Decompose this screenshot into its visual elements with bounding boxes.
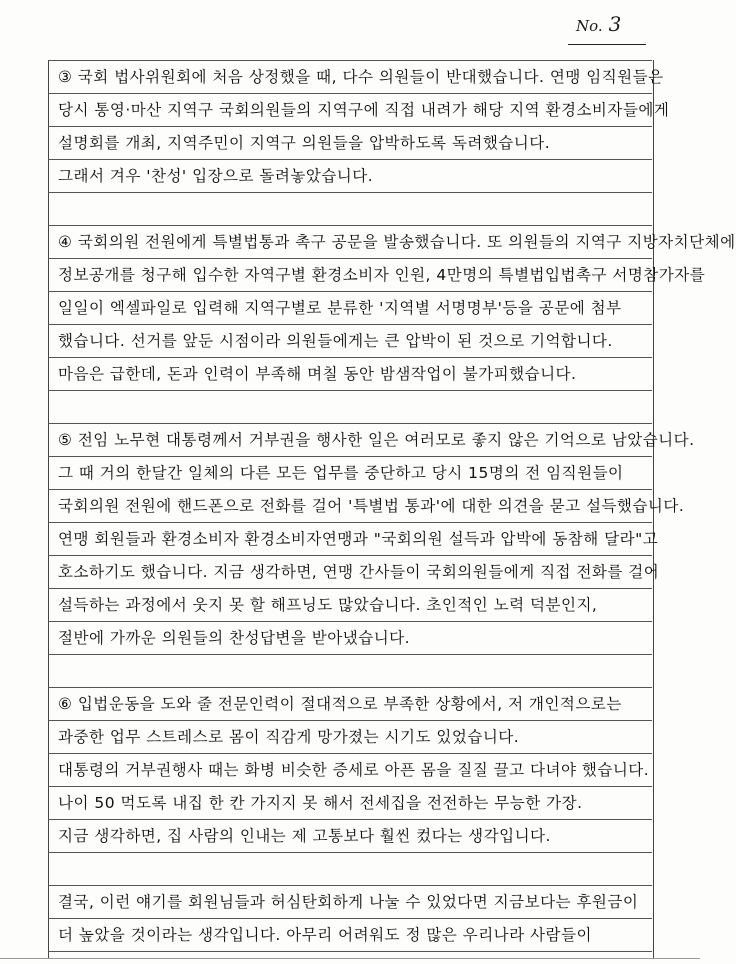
text-line: ④ 국회의원 전원에게 특별법통과 촉구 공문을 발송했습니다. 또 의원들의 지역구 지방자치단체에: [58, 233, 736, 251]
ruled-line: [48, 885, 652, 886]
ruled-line: [48, 390, 652, 391]
text-line: 결국, 이런 얘기를 회원님들과 허심탄회하게 나눌 수 있었다면 지금보다는 후원금이: [58, 893, 639, 911]
text-line: [58, 657, 646, 685]
text-line: ③ 국회 법사위원회에 처음 상정했을 때, 다수 의원들이 반대했습니다. 연맹 임직원들은: [58, 68, 664, 86]
text-line: 일일이 엑셀파일로 입력해 지역구별로 분류한 '지역별 서명명부'등을 공문에 첨부: [58, 299, 622, 317]
ruled-line: [48, 687, 652, 688]
ruled-line: [48, 522, 652, 523]
text-line: 지금 생각하면, 집 사람의 인내는 제 고통보다 훨씬 컸다는 생각입니다.: [58, 827, 551, 845]
text-line: 절반에 가까운 의원들의 찬성답변을 받아냈습니다.: [58, 629, 411, 647]
ruled-line: [48, 918, 652, 919]
text-line: [58, 393, 646, 421]
ruled-line: [48, 654, 652, 655]
ruled-line: [48, 753, 652, 754]
text-line: 설득하는 과정에서 웃지 못 할 해프닝도 많았습니다. 초인적인 노력 덕분인지,: [58, 596, 598, 614]
text-line: 마음은 급한데, 돈과 인력이 부족해 며칠 동안 밤샘작업이 불가피했습니다.: [58, 365, 577, 383]
ruled-line: [48, 258, 652, 259]
ruled-line: [48, 621, 652, 622]
page-bottom-edge: [0, 958, 700, 959]
text-line: ⑤ 전임 노무현 대통령께서 거부권을 행사한 일은 여러모로 좋지 않은 기억으로 남았습니다.: [58, 431, 695, 449]
text-line: 더 높았을 것이라는 생각입니다. 아무리 어려워도 정 많은 우리나라 사람들이: [58, 926, 592, 944]
text-line: 국회의원 전원에 핸드폰으로 전화를 걸어 '특별법 통과'에 대한 의견을 묻고 설득했습니다.: [58, 497, 685, 515]
text-line: 당시 통영·마산 지역구 국회의원들의 지역구에 직접 내려가 해당 지역 환경소비자들에게: [58, 101, 670, 119]
ruled-line: [48, 951, 652, 952]
ruled-line: [48, 60, 652, 61]
ruled-line: [48, 786, 652, 787]
text-line: 과중한 업무 스트레스로 몸이 직감게 망가졌는 시기도 있었습니다.: [58, 728, 520, 746]
ruled-line: [48, 456, 652, 457]
text-line: 연맹 회원들과 환경소비자 환경소비자연맹과 "국회의원 설득과 압박에 동참해 달라"고: [58, 530, 659, 548]
ruled-line: [48, 192, 652, 193]
ruled-line: [48, 720, 652, 721]
text-line: 설명회를 개최, 지역주민이 지역구 의원들을 압박하도록 독려했습니다.: [58, 134, 551, 152]
ruled-line: [48, 555, 652, 556]
ruled-line: [48, 225, 652, 226]
page-number-value: 3: [608, 12, 622, 36]
ruled-line: [48, 357, 652, 358]
ruled-line: [48, 126, 652, 127]
ruled-line: [48, 159, 652, 160]
ruled-line: [48, 588, 652, 589]
text-line: 나이 50 먹도록 내집 한 칸 가지지 못 해서 전세집을 전전하는 무능한 가장.: [58, 794, 583, 812]
ruled-line: [48, 93, 652, 94]
ruled-line: [48, 852, 652, 853]
ruled-line: [48, 819, 652, 820]
text-line: [58, 195, 646, 223]
text-line: 대통령의 거부권행사 때는 화병 비슷한 증세로 아픈 몸을 질질 끌고 다녀야 했습니다.: [58, 761, 650, 779]
page-number: [576, 12, 621, 36]
ruled-line: [48, 489, 652, 490]
text-line: ⑥ 입법운동을 도와 줄 전문인력이 절대적으로 부족한 상황에서, 저 개인적으로는: [58, 695, 622, 713]
text-line: [58, 855, 646, 883]
text-line: 호소하기도 했습니다. 지금 생각하면, 연맹 간사들이 국회의원들에게 직접 전화를 걸어: [58, 563, 660, 581]
ruled-line: [48, 291, 652, 292]
ruled-line: [48, 423, 652, 424]
page-number-label: No.: [576, 17, 603, 35]
text-line: 그래서 겨우 '찬성' 입장으로 돌려놓았습니다.: [58, 167, 374, 185]
header-rule: [568, 44, 646, 45]
ruled-line: [48, 324, 652, 325]
text-line: 했습니다. 선거를 앞둔 시점이라 의원들에게는 큰 압박이 된 것으로 기억합니다.: [58, 332, 613, 350]
text-line: 그 때 거의 한달간 일체의 다른 모든 업무를 중단하고 당시 15명의 전 임직원들이: [58, 464, 624, 482]
text-line: 정보공개를 청구해 입수한 자역구별 환경소비자 인원, 4만명의 특별법입법촉구 서명참가자를: [58, 266, 706, 284]
